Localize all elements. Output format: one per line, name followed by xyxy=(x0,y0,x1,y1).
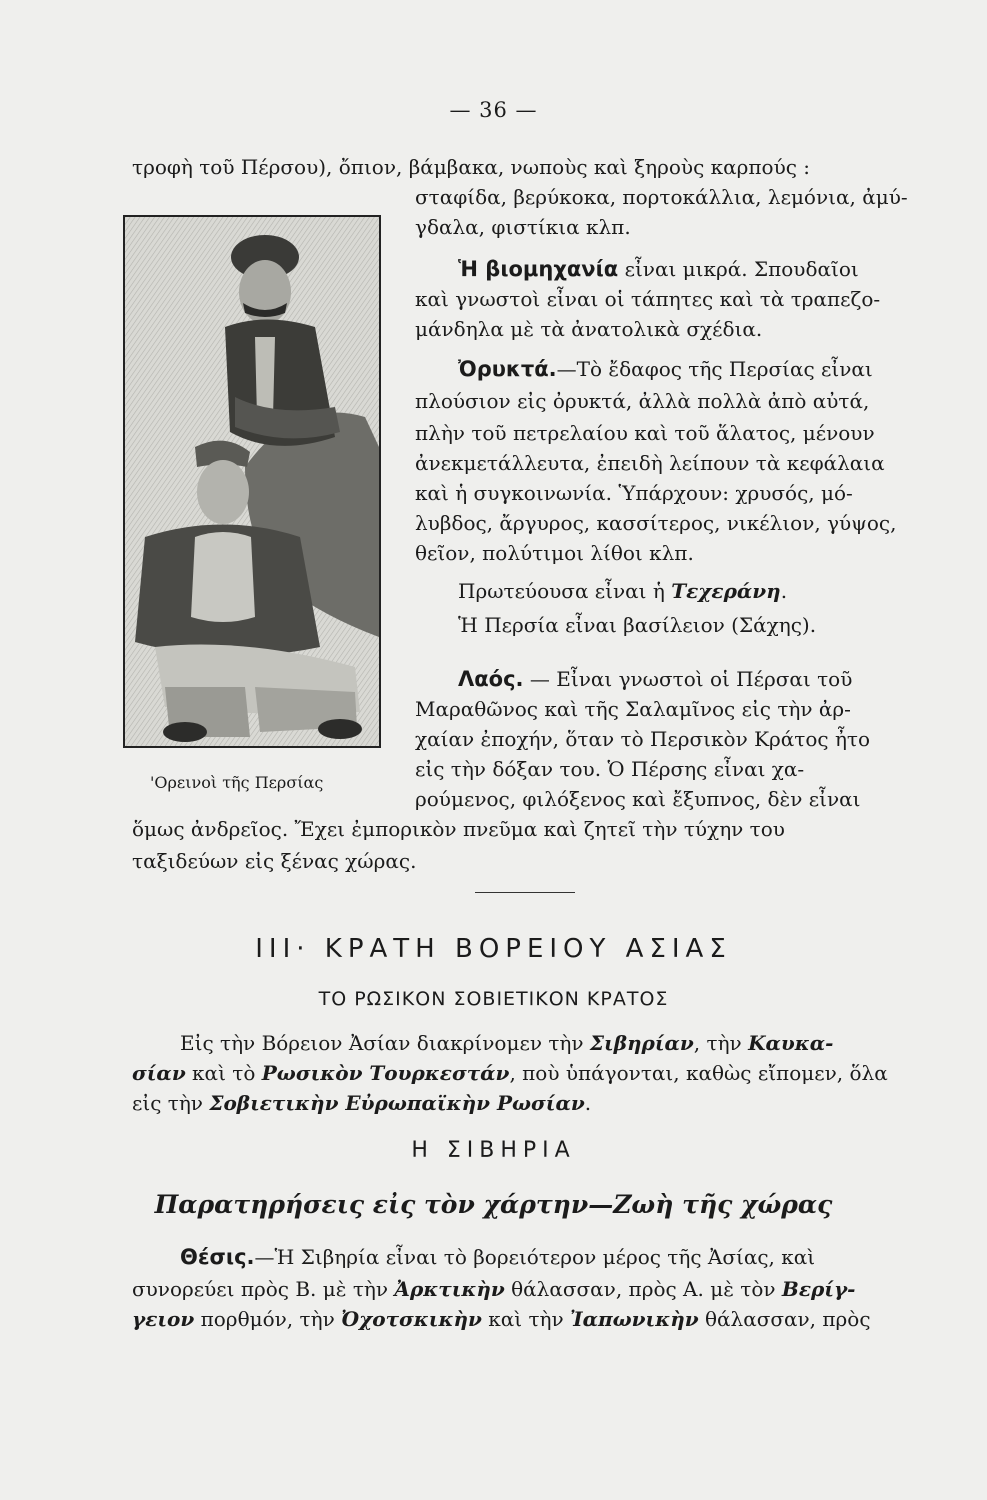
section-subtitle: ΤΟ ΡΩΣΙΚΟΝ ΣΟΒΙΕΤΙΚΟΝ ΚΡΑΤΟΣ xyxy=(318,988,669,1010)
text-line: σίαν καὶ τὸ Ρωσικὸν Τουρκεστάν, ποὺ ὑπάγονται, καθὼς εἴπομεν, ὅλα xyxy=(132,1061,888,1085)
text-line: Ὀρυκτά.—Τὸ ἔδαφος τῆς Περσίας εἶναι xyxy=(458,357,873,381)
text-line: Θέσις.—Ἡ Σιβηρία εἶναι τὸ βορειότερον μέρος τῆς Ἀσίας, καὶ xyxy=(180,1245,816,1269)
text-line: μάνδηλα μὲ τὰ ἀνατολικὰ σχέδια. xyxy=(415,317,763,341)
text-line: πλὴν τοῦ πετρελαίου καὶ τοῦ ἅλατος, μένουν xyxy=(415,421,875,445)
text-line: εἰς τὴν Σοβιετικὴν Εὐρωπαϊκὴν Ρωσίαν. xyxy=(132,1091,592,1115)
text-line: ἀνεκμετάλλευτα, ἐπειδὴ λείπουν τὰ κεφάλαια xyxy=(415,451,885,475)
text-line: γειον πορθμόν, τὴν Ὀχοτσκικὴν καὶ τὴν Ἰαπωνικὴν θάλασσαν, πρὸς xyxy=(132,1307,871,1331)
text-line: καὶ ἡ συγκοινωνία. Ὑπάρχουν: χρυσός, μό- xyxy=(415,481,853,505)
text-line: ταξιδεύων εἰς ξένας χώρας. xyxy=(132,849,417,873)
section-title: III· ΚΡΑΤΗ ΒΟΡΕΙΟΥ ΑΣΙΑΣ xyxy=(255,934,732,964)
page-number: — 36 — xyxy=(449,98,538,122)
text-line: Μαραθῶνος καὶ τῆς Σαλαμῖνος εἰς τὴν ἀρ- xyxy=(415,697,851,721)
text-line: καὶ γνωστοὶ εἶναι οἱ τάπητες καὶ τὰ τραπεζο- xyxy=(415,287,881,311)
italic-heading: Παρατηρήσεις εἰς τὸν χάρτην—Ζωὴ τῆς χώρας xyxy=(154,1190,833,1219)
text-line: γδαλα, φιστίκια κλπ. xyxy=(415,215,631,239)
text-line: Πρωτεύουσα εἶναι ἡ Τεχεράνη. xyxy=(458,579,788,603)
photo-figure xyxy=(123,215,381,748)
text-line: χαίαν ἐποχήν, ὅταν τὸ Περσικὸν Κράτος ἦτο xyxy=(415,727,871,751)
text-line: ρούμενος, φιλόξενος καὶ ἔξυπνος, δὲν εἶναι xyxy=(415,787,861,811)
text-line: Ἡ βιομηχανία εἶναι μικρά. Σπουδαῖοι xyxy=(458,257,859,281)
text-line: σταφίδα, βερύκοκα, πορτοκάλλια, λεμόνια, ἀμύ- xyxy=(415,185,908,209)
section-divider xyxy=(475,892,575,893)
text-line: θεῖον, πολύτιμοι λίθοι κλπ. xyxy=(415,541,694,565)
text-line: Εἰς τὴν Βόρειον Ἀσίαν διακρίνομεν τὴν Σιβηρίαν, τὴν Καυκα- xyxy=(180,1031,834,1055)
text-line: ὅμως ἀνδρεῖος. Ἔχει ἐμπορικὸν πνεῦμα καὶ ζητεῖ τὴν τύχην του xyxy=(132,817,785,841)
text-line: πλούσιον εἰς ὀρυκτά, ἀλλὰ πολλὰ ἀπὸ αὐτά, xyxy=(415,389,870,413)
subsection-title: Η ΣΙΒΗΡΙΑ xyxy=(411,1138,576,1163)
text-line: Λαός. — Εἶναι γνωστοὶ οἱ Πέρσαι τοῦ xyxy=(458,667,853,691)
text-line: λυβδος, ἄργυρος, κασσίτερος, νικέλιον, γύψος, xyxy=(415,511,897,535)
persian-highlanders-illustration xyxy=(125,217,379,746)
text-line: συνορεύει πρὸς Β. μὲ τὴν Ἀρκτικὴν θάλασσαν, πρὸς Α. μὲ τὸν Βερίγ- xyxy=(132,1277,856,1301)
text-line: εἰς τὴν δόξαν του. Ὁ Πέρσης εἶναι χα- xyxy=(415,757,805,781)
text-line: Ἡ Περσία εἶναι βασίλειον (Σάχης). xyxy=(458,613,817,637)
text-line: τροφὴ τοῦ Πέρσου), ὄπιον, βάμβακα, νωποὺς καὶ ξηροὺς καρπούς : xyxy=(132,155,811,179)
figure-caption: 'Ορεινοὶ τῆς Περσίας xyxy=(150,773,324,792)
